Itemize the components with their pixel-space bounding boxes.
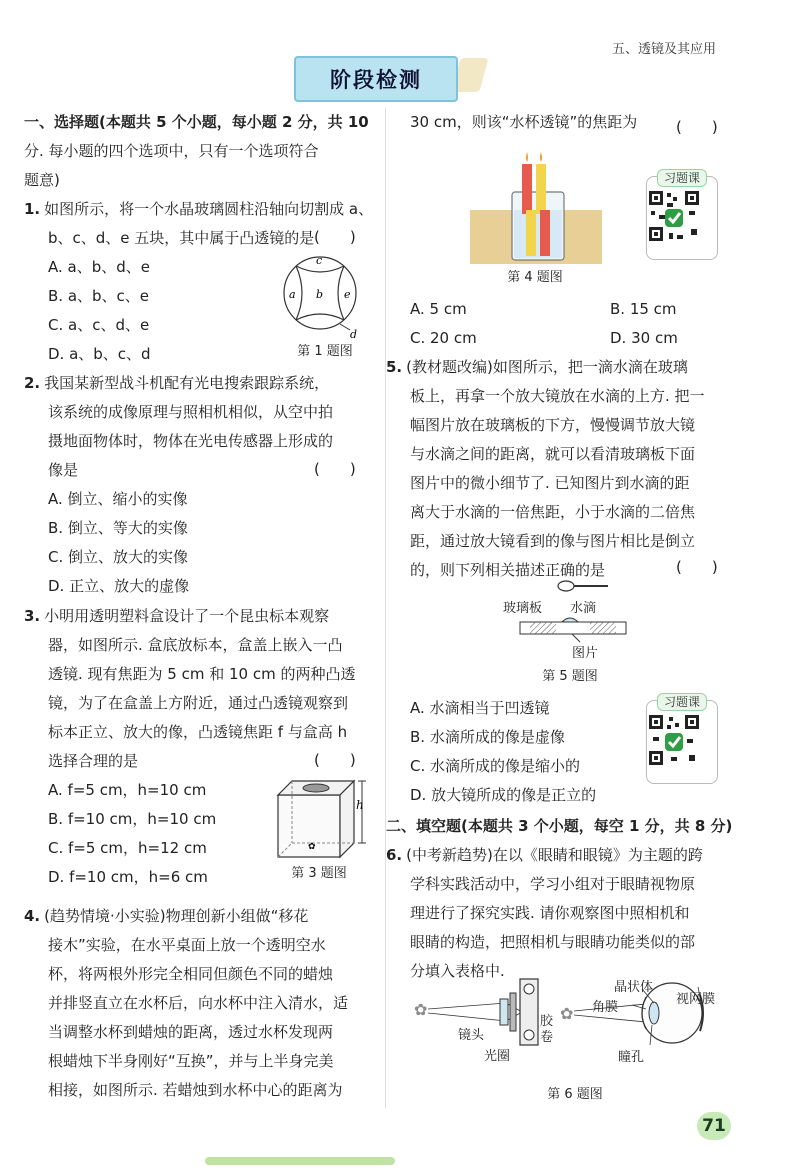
q4-option-c[interactable]: C. 20 cm [410,329,477,347]
q1-answer-paren[interactable]: ( ) [314,228,356,246]
q5-options [410,694,650,810]
fig3-label-h: h [356,798,364,812]
q4-options [410,295,750,353]
q6-label-lens: 镜头 [458,1028,485,1043]
chapter-header: 五、透镜及其应用 [612,42,717,57]
svg-text:✿: ✿ [308,842,316,852]
q3-figure [270,775,370,865]
q5-label-glass: 玻璃板 [503,601,543,616]
q1-figure [278,250,368,342]
q2-option-d[interactable]: D. 正立、放大的虚像 [48,577,190,595]
q1-option-b[interactable]: B. a、b、c、e [48,287,150,305]
q4-option-d[interactable]: D. 30 cm [610,329,678,347]
q6-label-pupil: 瞳孔 [618,1050,645,1065]
q5-option-a[interactable]: A. 水滴相当于凹透镜 [410,699,550,717]
fig1-label-c: c [316,254,323,267]
q6-label-film-2: 卷 [540,1030,554,1045]
q6-label-aperture: 光圈 [484,1049,511,1064]
q5-option-d[interactable]: D. 放大镜所成的像是正立的 [410,786,597,804]
qr-label-1: 习题课 [657,169,707,187]
q1-option-a[interactable]: A. a、b、d、e [48,258,150,276]
question-4-continued: 30 cm，则该“水杯透镜”的焦距为 [410,113,638,131]
q2-answer-paren[interactable]: ( ) [314,460,356,478]
question-3: 3. 小明用透明塑料盒设计了一个昆虫标本观察 器，如图所示. 盒底放标本，盒盖上嵌入一凸 透镜. 现有焦距为 5 cm 和 10 cm 的两种凸透 镜，为了在盒盖上方附近，通过凸透镜观察到 标本正立、放大的像，凸透镜焦距 f 与盒高 h 选择合理的是 A. f=5 cm，h=10 cm B. f=10 cm，h=10 cm C. f=5 cm，h=12 cm D. f=10 cm，h=6 cm [24,602,376,892]
q3-answer-paren[interactable]: ( ) [314,751,356,769]
question-6: 6. (中考新趋势)在以《眼睛和眼镜》为主题的跨 学科实践活动中，学习小组对于眼睛视物原 理进行了探究实践. 请你观察图中照相机和 眼睛的构造，把照相机与眼睛功能类似的部 分填入表格中. [386,846,703,980]
q3-option-d[interactable]: D. f=10 cm，h=6 cm [48,868,208,886]
qr-code-icon [647,189,701,243]
fig1-label-a: a [289,288,296,301]
q6-label-cornea: 角膜 [592,1000,619,1015]
q3-figure-caption: 第 3 题图 [291,866,347,881]
fig1-label-d: d [350,328,358,341]
q6-figure-caption: 第 6 题图 [547,1087,603,1102]
q4-option-b[interactable]: B. 15 cm [610,300,677,318]
question-4: 4. (趋势情境·小实验)物理创新小组做“移花 接木”实验，在水平桌面上放一个透明空水 杯，将两根外形完全相同但颜色不同的蜡烛 并排竖直立在水杯后，向水杯中注入清水，适 当调整水杯到蜡烛的距离，透过水杯发现两 根蜡烛下半身刚好“互换”，并与上半身完美 相接，如图所示. 若蜡烛到水杯中心的距离为 [24,907,349,1099]
q5-option-c[interactable]: C. 水滴所成的像是缩小的 [410,757,581,775]
qr-card-2[interactable] [646,695,718,784]
fig1-label-b: b [316,288,324,301]
q4-figure-caption: 第 4 题图 [507,270,563,285]
section1-heading: 一、选择题(本题共 5 个小题，每小题 2 分，共 10 分. 每小题的四个选项中，只有一个选项符合 题意) [24,113,369,189]
q5-label-picture: 图片 [572,646,599,661]
q3-option-b[interactable]: B. f=10 cm，h=10 cm [48,810,217,828]
q6-label-crystal: 晶状体 [614,980,654,995]
q2-option-c[interactable]: C. 倒立、放大的实像 [48,548,189,566]
q4-answer-paren[interactable]: ( ) [676,118,718,136]
qr-code-icon [647,713,701,767]
fig1-label-e: e [344,288,351,301]
q5-answer-paren[interactable]: ( ) [676,558,718,576]
q1-figure-caption: 第 1 题图 [297,344,353,359]
svg-text:✿: ✿ [560,1004,574,1023]
page-title: 阶段检测 [294,56,458,102]
question-2: 2. 我国某新型战斗机配有光电搜索跟踪系统， 该系统的成像原理与照相机相似，从空中拍 摄地面物体时，物体在光电传感器上形成的 像是 A. 倒立、缩小的实像 B. 倒立、等大的实像 C. 倒立、放大的实像 D. 正立、放大的虚像 [24,369,376,601]
q5-figure-caption: 第 5 题图 [542,669,598,684]
q1-option-c[interactable]: C. a、c、d、e [48,316,150,334]
bottom-decoration [205,1157,395,1165]
q5-figure [500,578,640,658]
q2-option-b[interactable]: B. 倒立、等大的实像 [48,519,188,537]
page-number: 71 [697,1112,731,1140]
qr-label-2: 习题课 [657,693,707,711]
q5-option-b[interactable]: B. 水滴所成的像是虚像 [410,728,565,746]
q2-option-a[interactable]: A. 倒立、缩小的实像 [48,490,188,508]
section2-heading: 二、填空题(本题共 3 个小题，每空 1 分，共 8 分) [386,817,733,835]
qr-card-1[interactable] [646,171,718,260]
q1-option-d[interactable]: D. a、b、c、d [48,345,151,363]
question-1: 1. 如图所示，将一个水晶玻璃圆柱沿轴向切割成 a、 b、c、d、e 五块，其中属于凸透镜的是 A. a、b、d、e B. a、b、c、e C. a、c、d、e D. a、b、c、d [24,195,376,369]
svg-text:✿: ✿ [414,1000,428,1019]
question-5: 5. (教材题改编)如图所示，把一滴水滴在玻璃 板上，再拿一个放大镜放在水滴的上方. 把一 幅图片放在玻璃板的下方，慢慢调节放大镜 与水滴之间的距离，就可以看清玻璃板下面 图片中的微小细节了. 已知图片到水滴的距 离大于水滴的一倍焦距，小于水滴的二倍焦 距，通过放大镜看到的像与图片相比是倒立 的，则下列相关描述正确的是 [386,358,705,579]
q4-figure [470,148,610,264]
q3-option-c[interactable]: C. f=5 cm，h=12 cm [48,839,207,857]
q6-label-film-1: 胶 [540,1014,554,1029]
q4-option-a[interactable]: A. 5 cm [410,300,467,318]
q5-label-water: 水滴 [570,601,597,616]
q6-label-retina: 视网膜 [676,992,716,1007]
q3-option-a[interactable]: A. f=5 cm，h=10 cm [48,781,207,799]
